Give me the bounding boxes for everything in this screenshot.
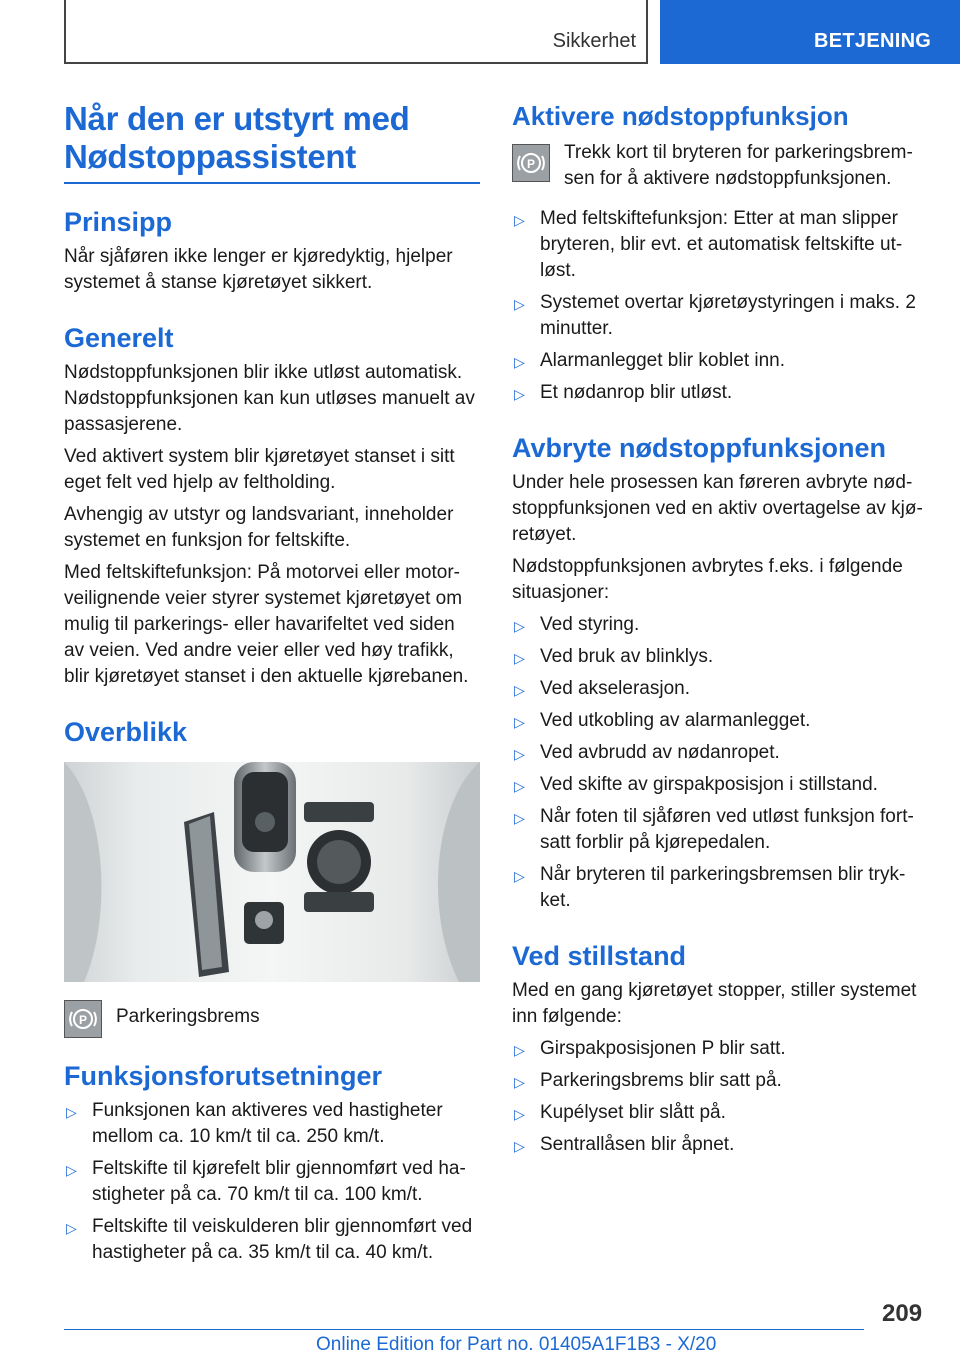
heading-standstill: Ved stillstand (512, 941, 687, 971)
parking-brake-icon (512, 144, 550, 182)
center-console-photo (64, 762, 480, 982)
list-item: ▷ Ved avbrudd av nødanropet. (512, 740, 928, 766)
triangle-bullet-icon: ▷ (514, 682, 525, 698)
heading-abort: Avbryte nødstoppfunksjonen (512, 433, 887, 463)
center-console-illustration (64, 762, 480, 982)
page-title-line2: Nødstoppassistent (64, 138, 356, 175)
page-number: 209 (882, 1300, 923, 1327)
list-item: ▷ Med feltskiftefunksjon: Etter at man slipper bryteren, blir evt. et automatisk feltskifte utløst. (514, 208, 903, 281)
header-section-label: Sikkerhet (552, 30, 636, 52)
heading-general: Generelt (64, 323, 174, 353)
right-column (512, 100, 928, 1164)
triangle-bullet-icon: ▷ (514, 1106, 525, 1122)
list-item: ▷ Ved styring. (512, 612, 928, 638)
abort-paragraph-1: Under hele prosessen kan føreren avbryte nødstoppfunksjonen ved en aktiv overtagelse av kjøretøyet. (512, 472, 923, 545)
general-paragraph-1: Nødstoppfunksjonen blir ikke utløst automatisk. Nødstoppfunksjonen kan kun utløses manuelt av passasjerene. (64, 362, 475, 435)
list-item: ▷ Systemet overtar kjøretøystyringen i maks. 2 minutter. (514, 292, 916, 339)
list-item: ▷ Parkeringsbrems blir satt på. (512, 1068, 928, 1094)
triangle-bullet-icon: ▷ (514, 354, 525, 370)
standstill-paragraph: Med en gang kjøretøyet stopper, stiller systemet inn følgende: (512, 980, 917, 1027)
triangle-bullet-icon: ▷ (66, 1220, 77, 1236)
triangle-bullet-icon: ▷ (514, 746, 525, 762)
triangle-bullet-icon: ▷ (514, 810, 525, 826)
list-item: ▷ Feltskifte til veiskulderen blir gjennomført ved hastigheter på ca. 35 km/t til ca. 40 km/t. (66, 1216, 473, 1263)
general-paragraph-3: Avhengig av utstyr og landsvariant, inneholder systemet en funksjon for feltskifte. (64, 504, 454, 551)
heading-activate: Aktivere nødstoppfunksjon (512, 101, 849, 131)
list-item: ▷ Når bryteren til parkeringsbremsen blir trykket. (514, 864, 906, 911)
header-chapter-tab (660, 0, 960, 64)
triangle-bullet-icon: ▷ (514, 1138, 525, 1154)
list-item: ▷ Et nødanrop blir utløst. (512, 380, 928, 406)
triangle-bullet-icon: ▷ (66, 1162, 77, 1178)
triangle-bullet-icon: ▷ (514, 386, 525, 402)
prerequisites-list (64, 1098, 480, 1266)
list-item: ▷ Ved bruk av blinklys. (512, 644, 928, 670)
abort-paragraph-2: Nødstoppfunksjonen avbrytes f.eks. i følgende situasjoner: (512, 556, 903, 603)
page-title-line1: Når den er utstyrt med (64, 100, 410, 137)
triangle-bullet-icon: ▷ (514, 778, 525, 794)
heading-principle: Prinsipp (64, 207, 173, 237)
footer-divider (64, 1329, 864, 1330)
list-item: ▷ Alarmanlegget blir koblet inn. (512, 348, 928, 374)
triangle-bullet-icon: ▷ (66, 1104, 77, 1120)
list-item: ▷ Kupélyset blir slått på. (512, 1100, 928, 1126)
general-paragraph-4: Med feltskiftefunksjon: På motorvei eller motorveilignende veier styrer systemet kjøretøyet om mulig til parkerings- eller havarifeltet ved siden av veien. Ved andre veier eller ved høy trafikk, blir kjøretøyet stanset i den aktuelle kjørebanen. (64, 562, 469, 687)
list-item: ▷ Ved utkobling av alarmanlegget. (512, 708, 928, 734)
triangle-bullet-icon: ▷ (514, 1074, 525, 1090)
abort-list (512, 612, 928, 914)
list-item: ▷ Funksjonen kan aktiveres ved hastigheter mellom ca. 10 km/t til ca. 250 km/t. (66, 1100, 443, 1147)
footer-edition-text: Online Edition for Part no. 01405A1F1B3 - X/20 (316, 1334, 717, 1355)
activate-intro-row (512, 140, 928, 192)
general-paragraph-2: Ved aktivert system blir kjøretøyet stanset i sitt eget felt ved hjelp av feltholding. (64, 446, 455, 493)
standstill-list (512, 1036, 928, 1158)
header-section-tab (64, 0, 648, 64)
list-item: ▷ Ved skifte av girspakposisjon i stillstand. (512, 772, 928, 798)
list-item: ▷ Ved akselerasjon. (512, 676, 928, 702)
parking-brake-icon (64, 1000, 102, 1038)
left-column (64, 100, 480, 1272)
header-chapter-label: BETJENING (814, 30, 932, 52)
list-item: ▷ Sentrallåsen blir åpnet. (512, 1132, 928, 1158)
svg-text:P: P (526, 157, 536, 171)
triangle-bullet-icon: ▷ (514, 296, 525, 312)
triangle-bullet-icon: ▷ (514, 212, 525, 228)
principle-text: Når sjåføren ikke lenger er kjøredyktig, hjelper systemet å stanse kjøretøyet sikkert. (64, 246, 453, 293)
triangle-bullet-icon: ▷ (514, 650, 525, 666)
activate-intro-text: Trekk kort til bryteren for parkeringsbremsen for å aktivere nødstoppfunksjonen. (564, 142, 913, 189)
parking-brake-caption-row (64, 1000, 480, 1038)
parking-brake-caption: Parkeringsbrems (116, 1006, 260, 1027)
list-item: ▷ Girspakposisjonen P blir satt. (512, 1036, 928, 1062)
activate-list (512, 206, 928, 406)
triangle-bullet-icon: ▷ (514, 1042, 525, 1058)
triangle-bullet-icon: ▷ (514, 868, 525, 884)
heading-prerequisites: Funksjonsforutsetninger (64, 1061, 383, 1091)
heading-overview: Overblikk (64, 717, 188, 747)
list-item: ▷ Når foten til sjåføren ved utløst funksjon fortsatt forblir på kjørepedalen. (514, 806, 914, 853)
list-item: ▷ Feltskifte til kjørefelt blir gjennomført ved hastigheter på ca. 70 km/t til ca. 100 km/t. (66, 1158, 466, 1205)
triangle-bullet-icon: ▷ (514, 618, 525, 634)
triangle-bullet-icon: ▷ (514, 714, 525, 730)
svg-text:P: P (78, 1013, 88, 1027)
page-title (64, 100, 480, 184)
